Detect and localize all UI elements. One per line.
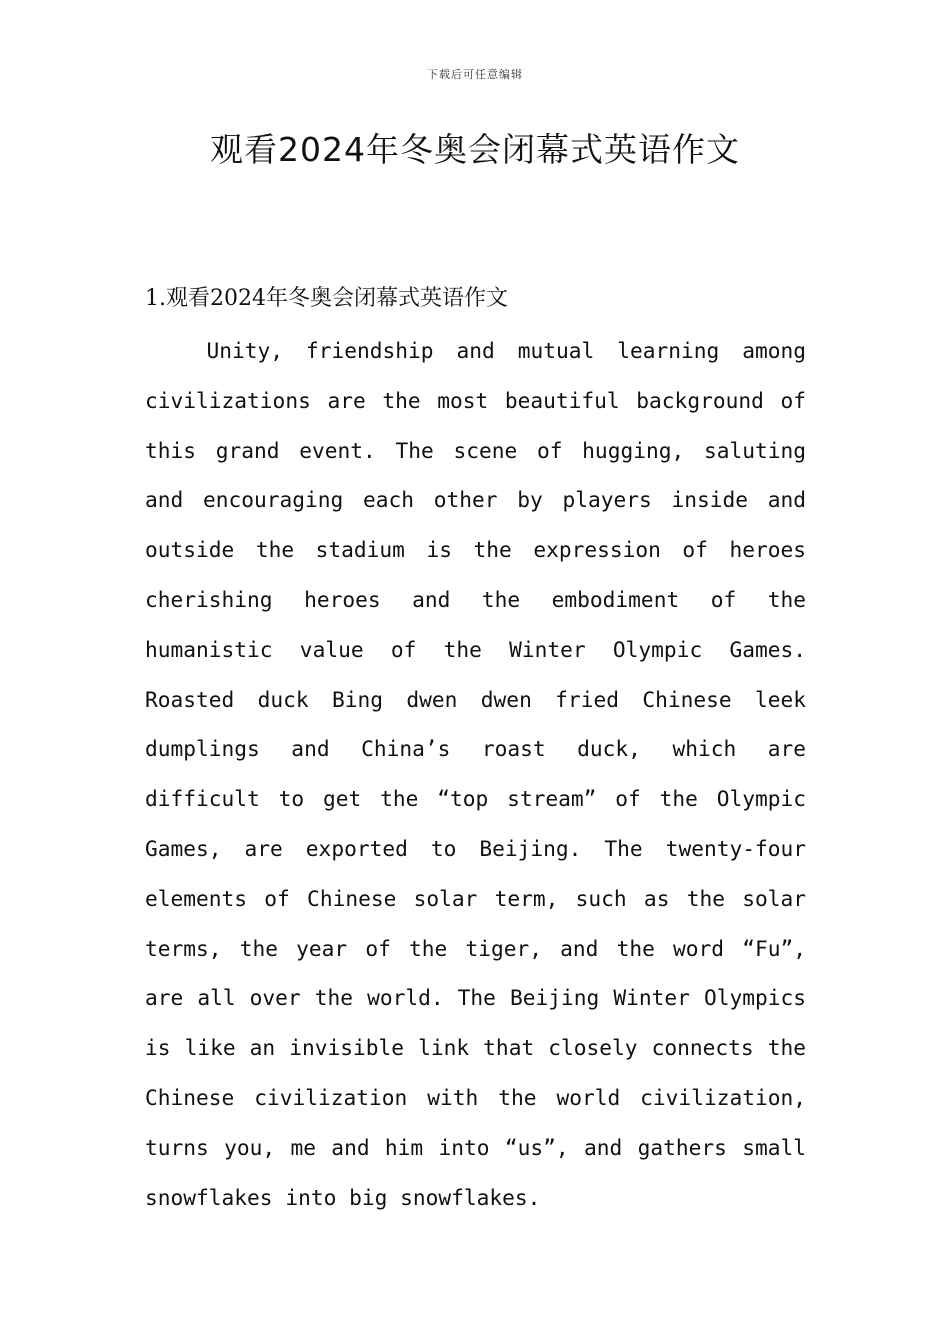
document-title: 观看2024年冬奥会闭幕式英语作文 — [210, 130, 740, 169]
header-note: 下载后可任意编辑 — [427, 68, 523, 81]
section-heading-text: 观看2024年冬奥会闭幕式英语作文 — [166, 286, 508, 311]
essay-paragraph: Unity, friendship and mutual learning among civilizations are the most beautiful background of this grand event. The scene of hugging, saluting and encouraging each other by players inside and outside the stadium is the expression of heroes cherishing heroes and the embodiment of the humanistic value of the Winter Olympic Games. Roasted duck Bing dwen dwen fried Chinese leek dumplings and China’s roast duck, which are difficult to get the “top stream” of the Olympic Games, are exported to Beijing. The twenty-four elements of Chinese solar term, such as the solar terms, the year of the tiger, and the word “Fu”, are all over the world. The Beijing Winter Olympics is like an invisible link that closely connects the Chinese civilization with the world civilization, turns you, me and him into “us”, and gathers small snowflakes into big snowflakes. — [145, 338, 806, 1210]
document-body — [145, 276, 806, 1222]
section-heading — [145, 276, 806, 322]
section-number: 1. — [145, 286, 166, 311]
